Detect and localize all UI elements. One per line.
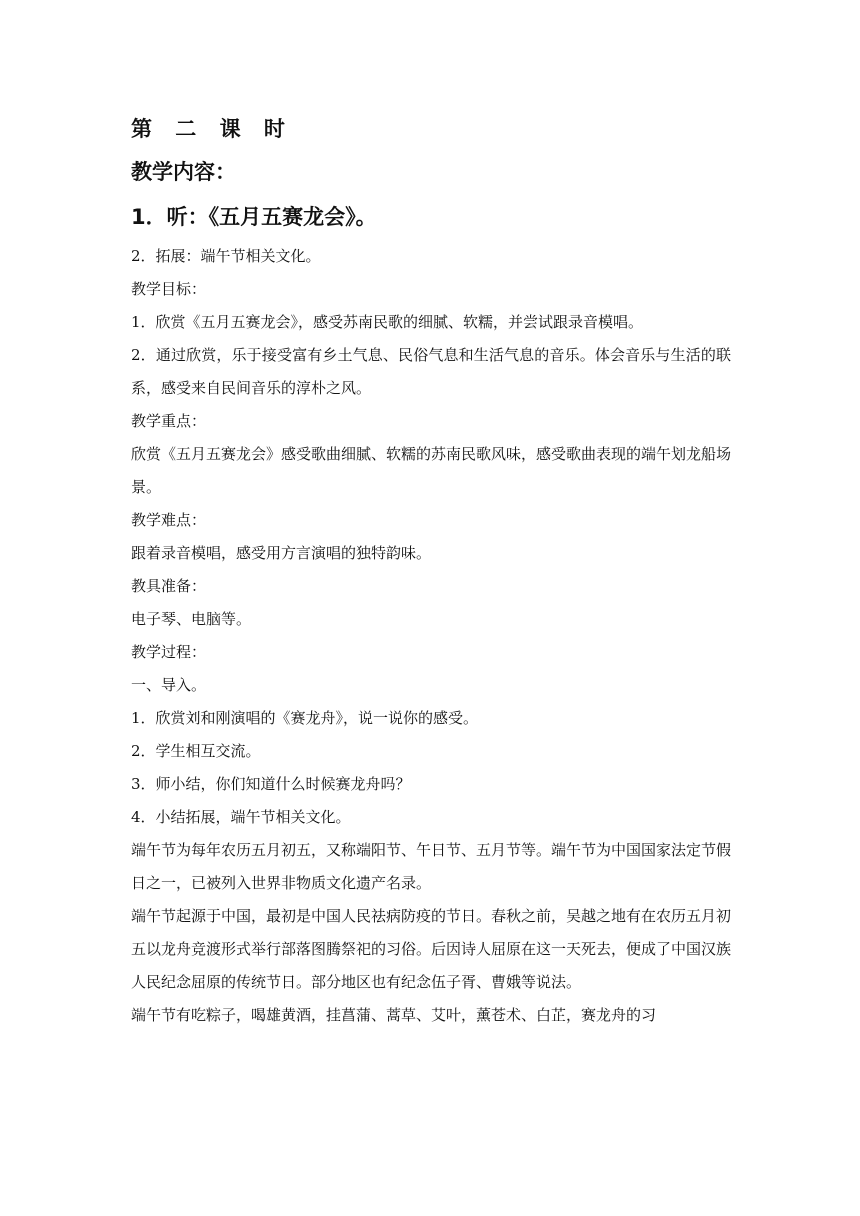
process-step-intro: 一、导入。 [131, 676, 207, 694]
content-item-extend: 2．拓展：端午节相关文化。 [131, 247, 321, 265]
difficulty-heading: 教学难点： [131, 511, 207, 529]
process-heading: 教学过程： [131, 643, 207, 661]
key-points-text: 欣赏《五月五赛龙会》感受歌曲细腻、软糯的苏南民歌风味，感受歌曲表现的端午划龙船场景。 [131, 445, 732, 496]
content-heading: 教学内容： [131, 160, 236, 184]
goal-item-1: 1．欣赏《五月五赛龙会》，感受苏南民歌的细腻、软糯，并尝试跟录音模唱。 [131, 313, 644, 331]
paragraph-festival-date: 端午节为每年农历五月初五，又称端阳节、午日节、五月节等。端午节为中国国家法定节假日之一，已被列入世界非物质文化遗产名录。 [131, 841, 732, 892]
document-page [131, 108, 731, 1032]
content-item-listen: 1．听：《五月五赛龙会》。 [131, 205, 377, 229]
process-step-4: 4．小结拓展，端午节相关文化。 [131, 808, 351, 826]
preparation-text: 电子琴、电脑等。 [131, 610, 252, 628]
preparation-heading: 教具准备： [131, 577, 207, 595]
process-step-3: 3．师小结，你们知道什么时候赛龙舟吗？ [131, 775, 411, 793]
key-points-heading: 教学重点： [131, 412, 207, 430]
paragraph-festival-customs: 端午节有吃粽子，喝雄黄酒，挂菖蒲、蒿草、艾叶，薰苍术、白芷，赛龙舟的习 [131, 1006, 657, 1024]
difficulty-text: 跟着录音模唱，感受用方言演唱的独特韵味。 [131, 544, 432, 562]
paragraph-festival-origin: 端午节起源于中国，最初是中国人民祛病防疫的节日。春秋之前，吴越之地有在农历五月初五以龙舟竞渡形式举行部落图腾祭祀的习俗。后因诗人屈原在这一天死去，便成了中国汉族人民纪念屈原的传统节日。部分地区也有纪念伍子胥、曹娥等说法。 [131, 907, 732, 991]
lesson-title: 第 二 课 时 [131, 117, 293, 141]
process-step-2: 2．学生相互交流。 [131, 742, 261, 760]
goal-item-2: 2．通过欣赏，乐于接受富有乡土气息、民俗气息和生活气息的音乐。体会音乐与生活的联系，感受来自民间音乐的淳朴之风。 [131, 346, 731, 397]
goals-heading: 教学目标： [131, 280, 207, 298]
process-step-1: 1．欣赏刘和刚演唱的《赛龙舟》，说一说你的感受。 [131, 709, 479, 727]
